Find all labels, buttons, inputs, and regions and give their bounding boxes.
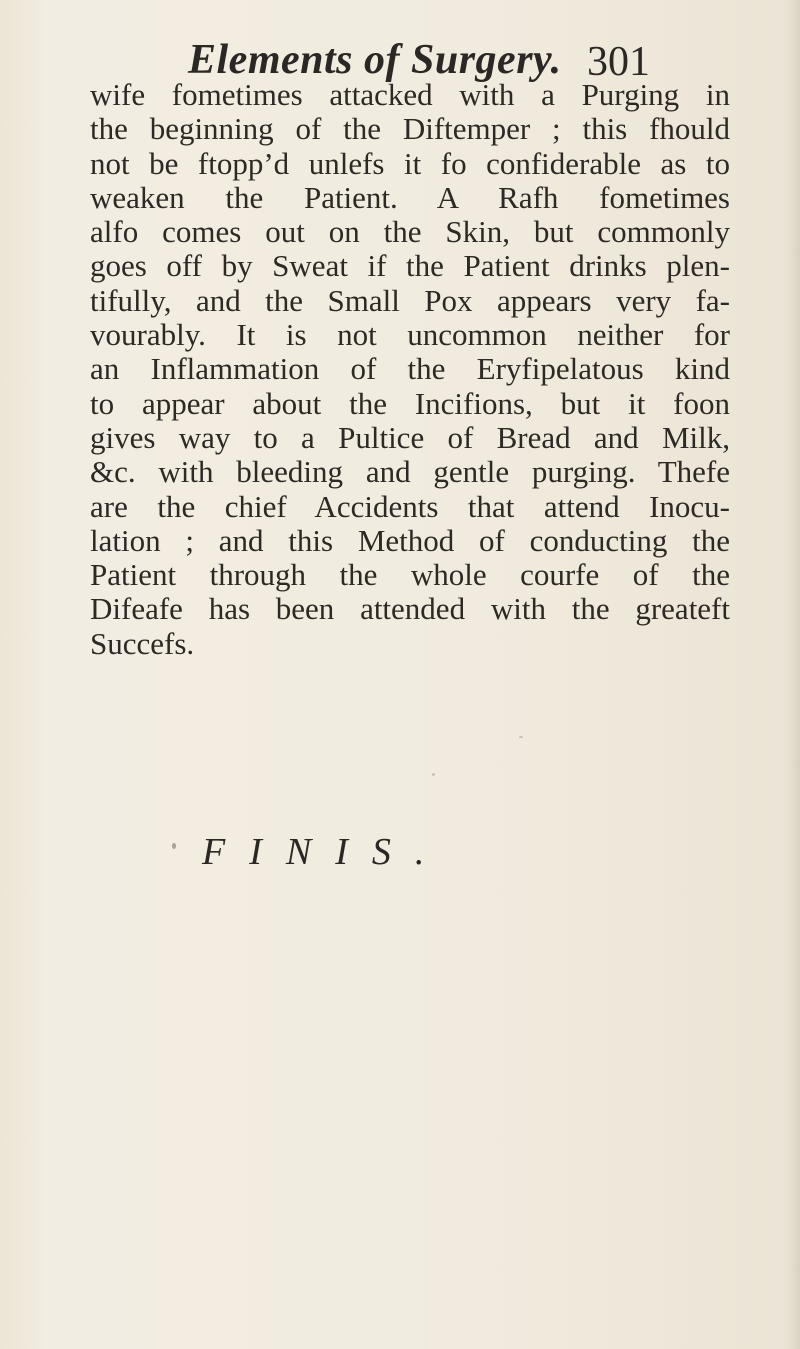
text-line: tifully, and the Small Pox appears very fa- (90, 282, 730, 318)
page-edge-shadow (786, 0, 800, 1349)
body-paragraph (90, 78, 730, 661)
text-line: weaken the Patient. A Rafh fometimes (90, 179, 730, 215)
text-line: goes off by Sweat if the Patient drinks plen- (90, 248, 730, 284)
ink-speck (172, 843, 176, 849)
text-line: gives way to a Pultice of Bread and Milk, (90, 419, 730, 455)
text-line: &c. with bleeding and gentle purging. Thefe (90, 454, 730, 490)
text-line: Difeafe has been attended with the greateft (90, 591, 730, 627)
text-line: the beginning of the Diftemper ; this fhould (90, 111, 730, 147)
text-line: alfo comes out on the Skin, but commonly (90, 214, 730, 250)
text-line: vourably. It is not uncommon neither for (90, 317, 730, 353)
text-line: lation ; and this Method of conducting the (90, 522, 730, 558)
text-line: wife fometimes attacked with a Purging in (90, 77, 730, 112)
ink-speck (519, 736, 523, 738)
text-line: not be ftopp’d unlefs it fo confiderable as to (90, 145, 730, 181)
text-line: Patient through the whole courfe of the (90, 557, 730, 593)
running-title: Elements of Surgery. (188, 37, 562, 83)
text-line: Succefs. (90, 625, 195, 661)
ink-speck (432, 773, 435, 776)
text-line: to appear about the Incifions, but it foon (90, 385, 730, 421)
text-line: an Inflammation of the Eryfipelatous kind (90, 351, 730, 387)
page-number: 301 (587, 39, 650, 85)
text-line: are the chief Accidents that attend Inocu- (90, 488, 730, 524)
finis-text: FINIS. (202, 831, 449, 873)
